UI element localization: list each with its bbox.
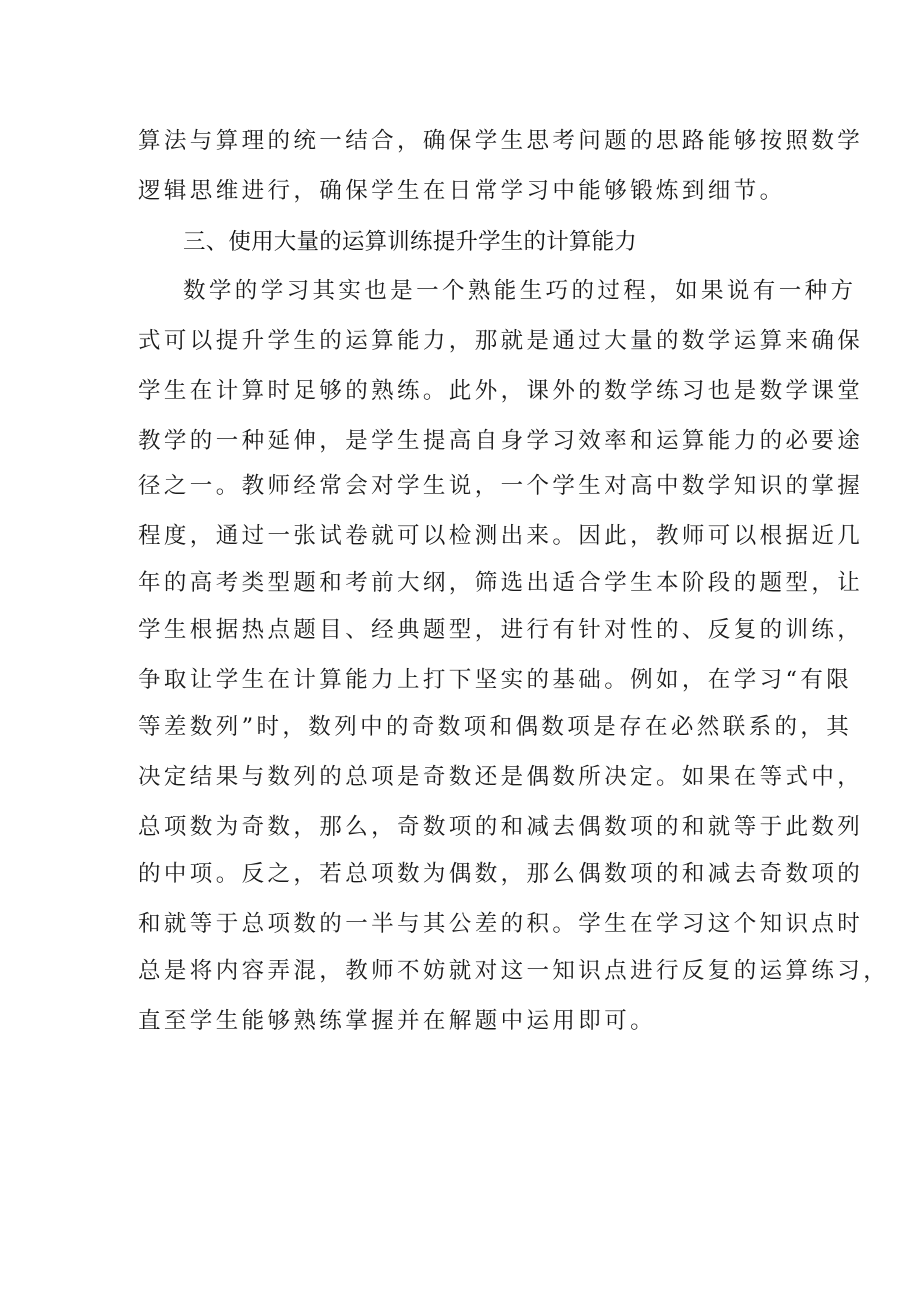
paragraph-line-16: 直至学生能够熟练掌握并在解题中运用即可。 <box>138 1008 657 1034</box>
paragraph-line-8: 学生根据热点题目、经典题型，进行有针对性的、反复的训练， <box>138 617 864 643</box>
paragraph-line-1: 数学的学习其实也是一个熟能生巧的过程，如果说有一种方 <box>183 278 857 304</box>
paragraph-line-5: 径之一。教师经常会对学生说，一个学生对高中数学知识的掌握 <box>138 473 864 499</box>
intro-line-2: 逻辑思维进行，确保学生在日常学习中能够锻炼到细节。 <box>138 178 786 204</box>
paragraph-line-12: 总项数为奇数，那么，奇数项的和减去偶数项的和就等于此数列 <box>138 814 864 840</box>
paragraph-line-7: 年的高考类型题和考前大纲，筛选出适合学生本阶段的题型，让 <box>138 570 864 596</box>
paragraph-line-11: 决定结果与数列的总项是奇数还是偶数所决定。如果在等式中， <box>138 764 864 790</box>
paragraph-line-13: 的中项。反之，若总项数为偶数，那么偶数项的和减去奇数项的 <box>138 861 864 887</box>
paragraph-line-14: 和就等于总项数的一半与其公差的积。学生在学习这个知识点时 <box>138 911 864 937</box>
paragraph-line-10: 等差数列”时，数列中的奇数项和偶数项是存在必然联系的，其 <box>138 714 853 740</box>
paragraph-line-4: 教学的一种延伸，是学生提高自身学习效率和运算能力的必要途 <box>138 428 864 454</box>
intro-line-1: 算法与算理的统一结合，确保学生思考问题的思路能够按照数学 <box>138 128 864 154</box>
paragraph-line-6: 程度，通过一张试卷就可以检测出来。因此，教师可以根据近几 <box>138 523 864 549</box>
section-heading: 三、使用大量的运算训练提升学生的计算能力 <box>183 229 638 255</box>
paragraph-line-3: 学生在计算时足够的熟练。此外，课外的数学练习也是数学课堂 <box>138 378 864 404</box>
paragraph-line-15: 总是将内容弄混，教师不妨就对这一知识点进行反复的运算练习， <box>138 958 890 984</box>
paragraph-line-9: 争取让学生在计算能力上打下坚实的基础。例如，在学习“有限 <box>138 667 853 693</box>
paragraph-line-2: 式可以提升学生的运算能力，那就是通过大量的数学运算来确保 <box>138 328 864 354</box>
